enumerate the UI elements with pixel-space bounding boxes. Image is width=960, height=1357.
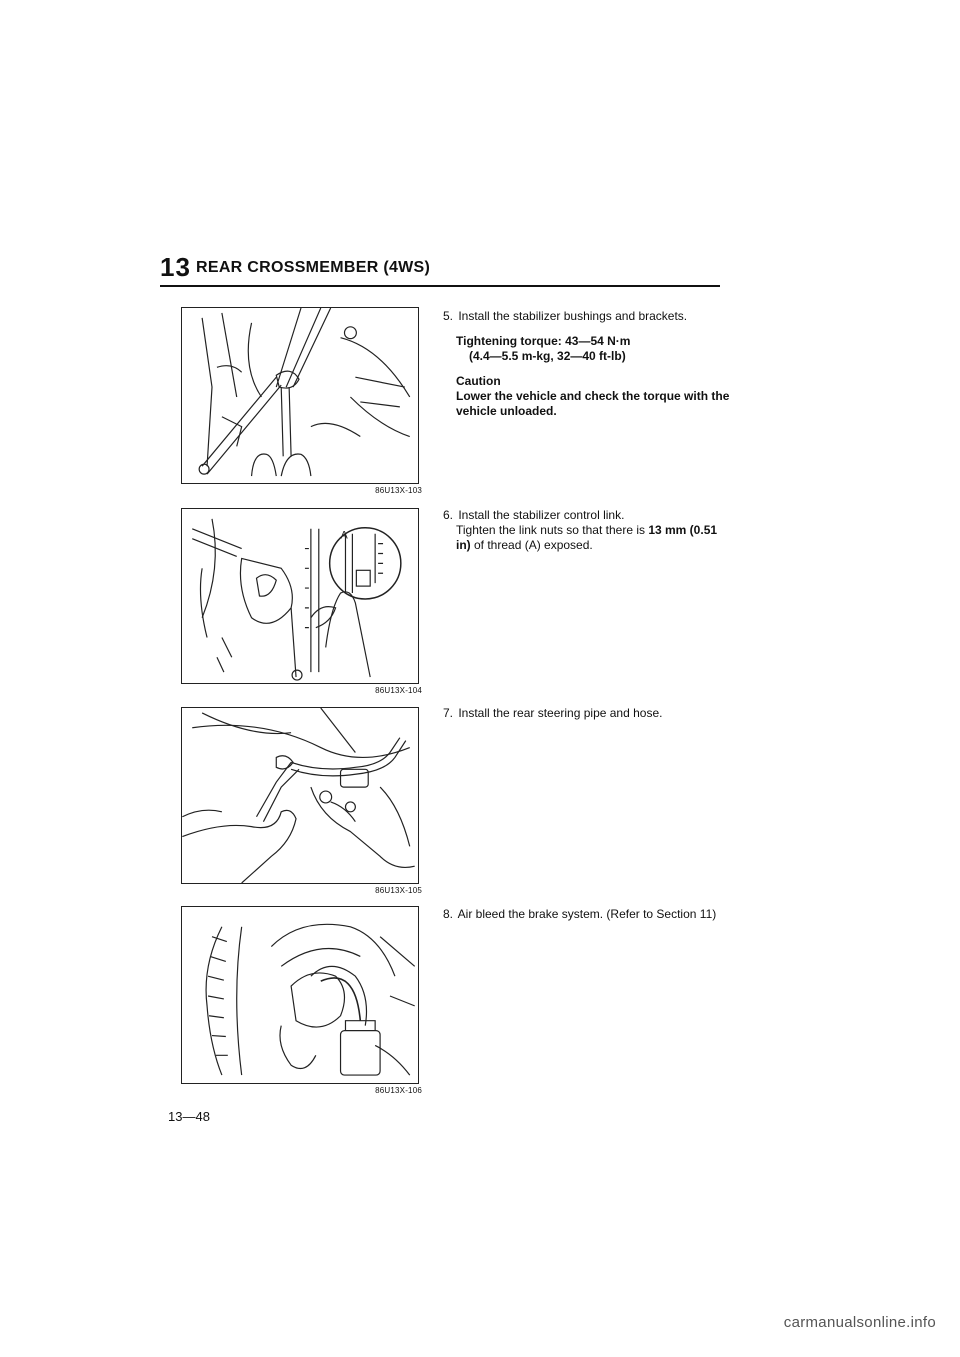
caution-text: Lower the vehicle and check the torque with the vehicle unloaded. xyxy=(456,389,730,418)
caution-title: Caution xyxy=(456,374,501,388)
step-number: 7. xyxy=(443,706,454,720)
figure-steering-pipe xyxy=(181,707,419,884)
svg-text:A: A xyxy=(340,529,348,542)
figure-stabilizer-link xyxy=(181,508,419,684)
step-number: 5. xyxy=(443,309,454,323)
step-7 xyxy=(443,706,733,721)
stabilizer-link-thread-measure-illustration xyxy=(182,509,418,683)
figure-caption: 86U13X-106 xyxy=(375,1086,422,1095)
figure-caption: 86U13X-105 xyxy=(375,886,422,895)
tightening-torque xyxy=(443,334,733,364)
brake-bleed-caliper-illustration xyxy=(182,907,418,1083)
figure-stabilizer-bracket xyxy=(181,307,419,484)
watermark: carmanualsonline.info xyxy=(783,1314,936,1331)
chapter-title: REAR CROSSMEMBER (4WS) xyxy=(196,259,431,276)
step-text: Air bleed the brake system. (Refer to Section 11) xyxy=(457,907,717,921)
step-text: Install the stabilizer control link. xyxy=(458,508,625,522)
detail-post: of thread (A) exposed. xyxy=(470,538,593,552)
figure-caption: 86U13X-103 xyxy=(375,486,422,495)
stabilizer-bracket-wrench-illustration xyxy=(182,308,418,483)
figure-brake-bleed xyxy=(181,906,419,1084)
steering-pipe-wrench-illustration xyxy=(182,708,418,883)
page-number: 13—48 xyxy=(168,1109,210,1124)
thread-length: 13 mm (0.51 in) xyxy=(456,523,718,552)
step-text: Install the stabilizer bushings and brackets. xyxy=(458,309,688,323)
step-6 xyxy=(443,508,733,553)
detail-pre: Tighten the link nuts so that there is xyxy=(456,523,649,537)
header-rule xyxy=(160,285,720,287)
step-5 xyxy=(443,309,733,419)
step-text: Install the rear steering pipe and hose. xyxy=(458,706,663,720)
torque-line-1: Tightening torque: 43—54 N·m xyxy=(456,334,631,348)
torque-line-2: (4.4—5.5 m-kg, 32—40 ft-lb) xyxy=(469,349,626,363)
figure-caption: 86U13X-104 xyxy=(375,686,422,695)
caution-note xyxy=(443,374,733,419)
chapter-number: 13 xyxy=(160,252,191,282)
step-8 xyxy=(443,907,733,922)
step-detail xyxy=(443,523,733,553)
chapter-header xyxy=(160,252,720,284)
step-number: 8. xyxy=(443,907,454,921)
step-number: 6. xyxy=(443,508,454,522)
